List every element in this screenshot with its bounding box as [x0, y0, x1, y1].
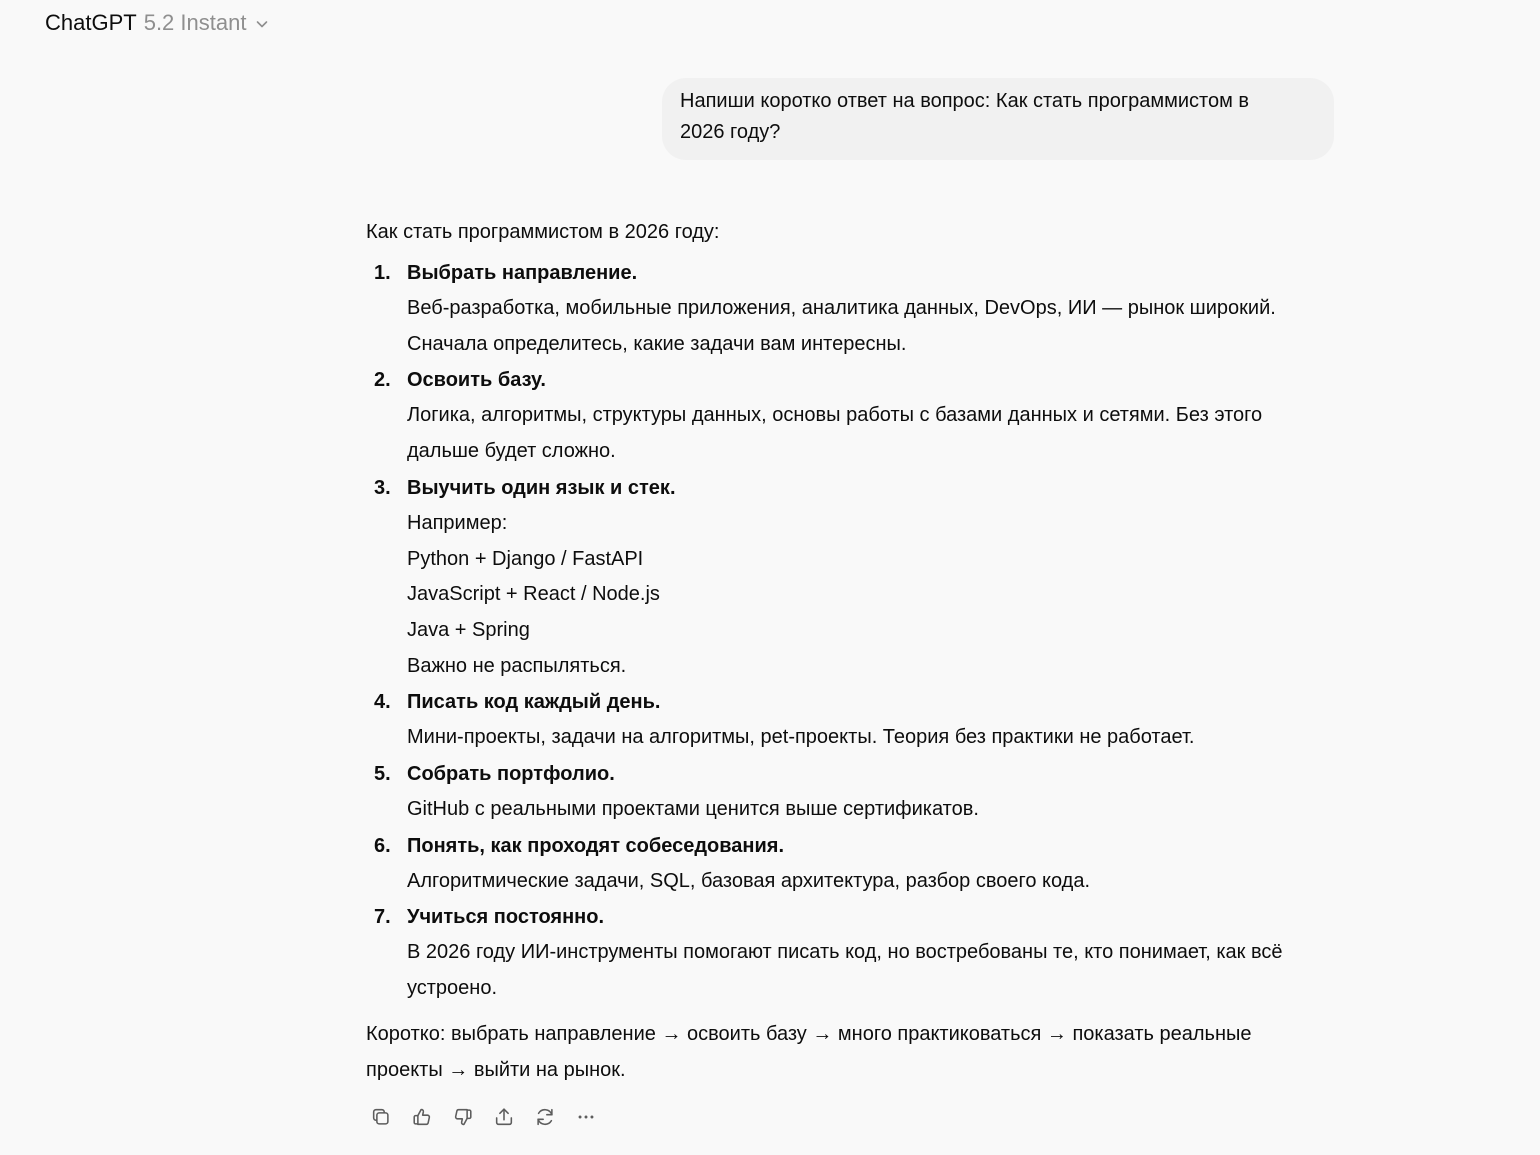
list-item-text: Сначала определитесь, какие задачи вам интересны.	[407, 332, 907, 355]
user-message-line: 2026 году?	[680, 121, 781, 143]
model-name: 5.2 Instant	[143, 10, 247, 35]
summary-line: проекты → выйти на рынок.	[366, 1058, 626, 1081]
list-item	[366, 362, 1346, 469]
list-item-text: Python + Django / FastAPI	[407, 547, 644, 570]
message-actions	[366, 1102, 600, 1131]
list-item-number: 3.	[374, 476, 391, 499]
thumbs-down-icon	[452, 1106, 474, 1128]
copy-button[interactable]	[366, 1102, 395, 1131]
more-options-button[interactable]	[571, 1102, 600, 1131]
list-item-text: GitHub с реальными проектами ценится выше сертификатов.	[407, 798, 979, 821]
good-response-button[interactable]	[407, 1102, 436, 1131]
list-item-title: Выучить один язык и стек.	[407, 476, 676, 499]
list-item-text: Веб-разработка, мобильные приложения, аналитика данных, DevOps, ИИ — рынок широкий.	[407, 297, 1276, 319]
list-item-number: 6.	[374, 834, 391, 857]
list-item-text: Алгоритмические задачи, SQL, базовая архитектура, разбор своего кода.	[407, 869, 1091, 892]
list-item-title: Понять, как проходят собеседования.	[407, 834, 785, 857]
list-item-text: Логика, алгоритмы, структуры данных, основы работы с базами данных и сетями. Без этого	[407, 404, 1263, 427]
list-item-number: 1.	[374, 262, 391, 284]
list-item-text: Важно не распыляться.	[407, 654, 627, 677]
assistant-message	[366, 214, 1346, 1088]
steps-list	[366, 255, 1346, 1007]
list-item-title: Собрать портфолио.	[407, 763, 615, 786]
share-button[interactable]	[489, 1102, 518, 1131]
bad-response-button[interactable]	[448, 1102, 477, 1131]
share-icon	[493, 1106, 515, 1128]
summary-line: Коротко: выбрать направление → освоить базу → много практиковаться → показать реальные	[366, 1022, 1252, 1045]
list-item-title: Писать код каждый день.	[407, 691, 661, 714]
list-item	[366, 470, 1346, 685]
list-item-number: 7.	[374, 906, 391, 929]
answer-summary	[366, 1016, 1346, 1088]
list-item-text: JavaScript + React / Node.js	[407, 583, 660, 606]
more-icon	[575, 1106, 597, 1128]
list-item	[366, 684, 1346, 756]
list-item-title: Освоить базу.	[407, 369, 546, 392]
list-item	[366, 899, 1346, 1006]
regenerate-button[interactable]	[530, 1102, 559, 1131]
list-item-text: В 2026 году ИИ-инструменты помогают писать код, но востребованы те, кто понимает, как всё	[407, 941, 1283, 964]
list-item-text: Java + Spring	[407, 618, 530, 641]
list-item-text: Мини-проекты, задачи на алгоритмы, pet-проекты. Теория без практики не работает.	[407, 726, 1195, 749]
list-item	[366, 756, 1346, 828]
chevron-down-icon	[255, 17, 269, 31]
user-message-line: Напиши коротко ответ на вопрос: Как стать программистом в	[680, 90, 1250, 112]
list-item-text: устроено.	[407, 977, 498, 1000]
list-item	[366, 828, 1346, 900]
list-item-number: 2.	[374, 369, 391, 392]
list-item-text: дальше будет сложно.	[407, 440, 616, 463]
list-item-text: Например:	[407, 511, 508, 534]
user-message	[662, 78, 1334, 160]
list-item-title: Выбрать направление.	[407, 262, 638, 284]
regenerate-icon	[534, 1106, 556, 1128]
thumbs-up-icon	[411, 1106, 433, 1128]
app-title: ChatGPT	[45, 10, 137, 35]
model-selector[interactable]	[45, 6, 269, 40]
list-item-title: Учиться постоянно.	[407, 906, 605, 929]
copy-icon	[370, 1106, 392, 1128]
list-item	[366, 255, 1346, 362]
list-item-number: 5.	[374, 763, 391, 786]
answer-intro: Как стать программистом в 2026 году:	[366, 221, 720, 243]
list-item-number: 4.	[374, 691, 391, 714]
